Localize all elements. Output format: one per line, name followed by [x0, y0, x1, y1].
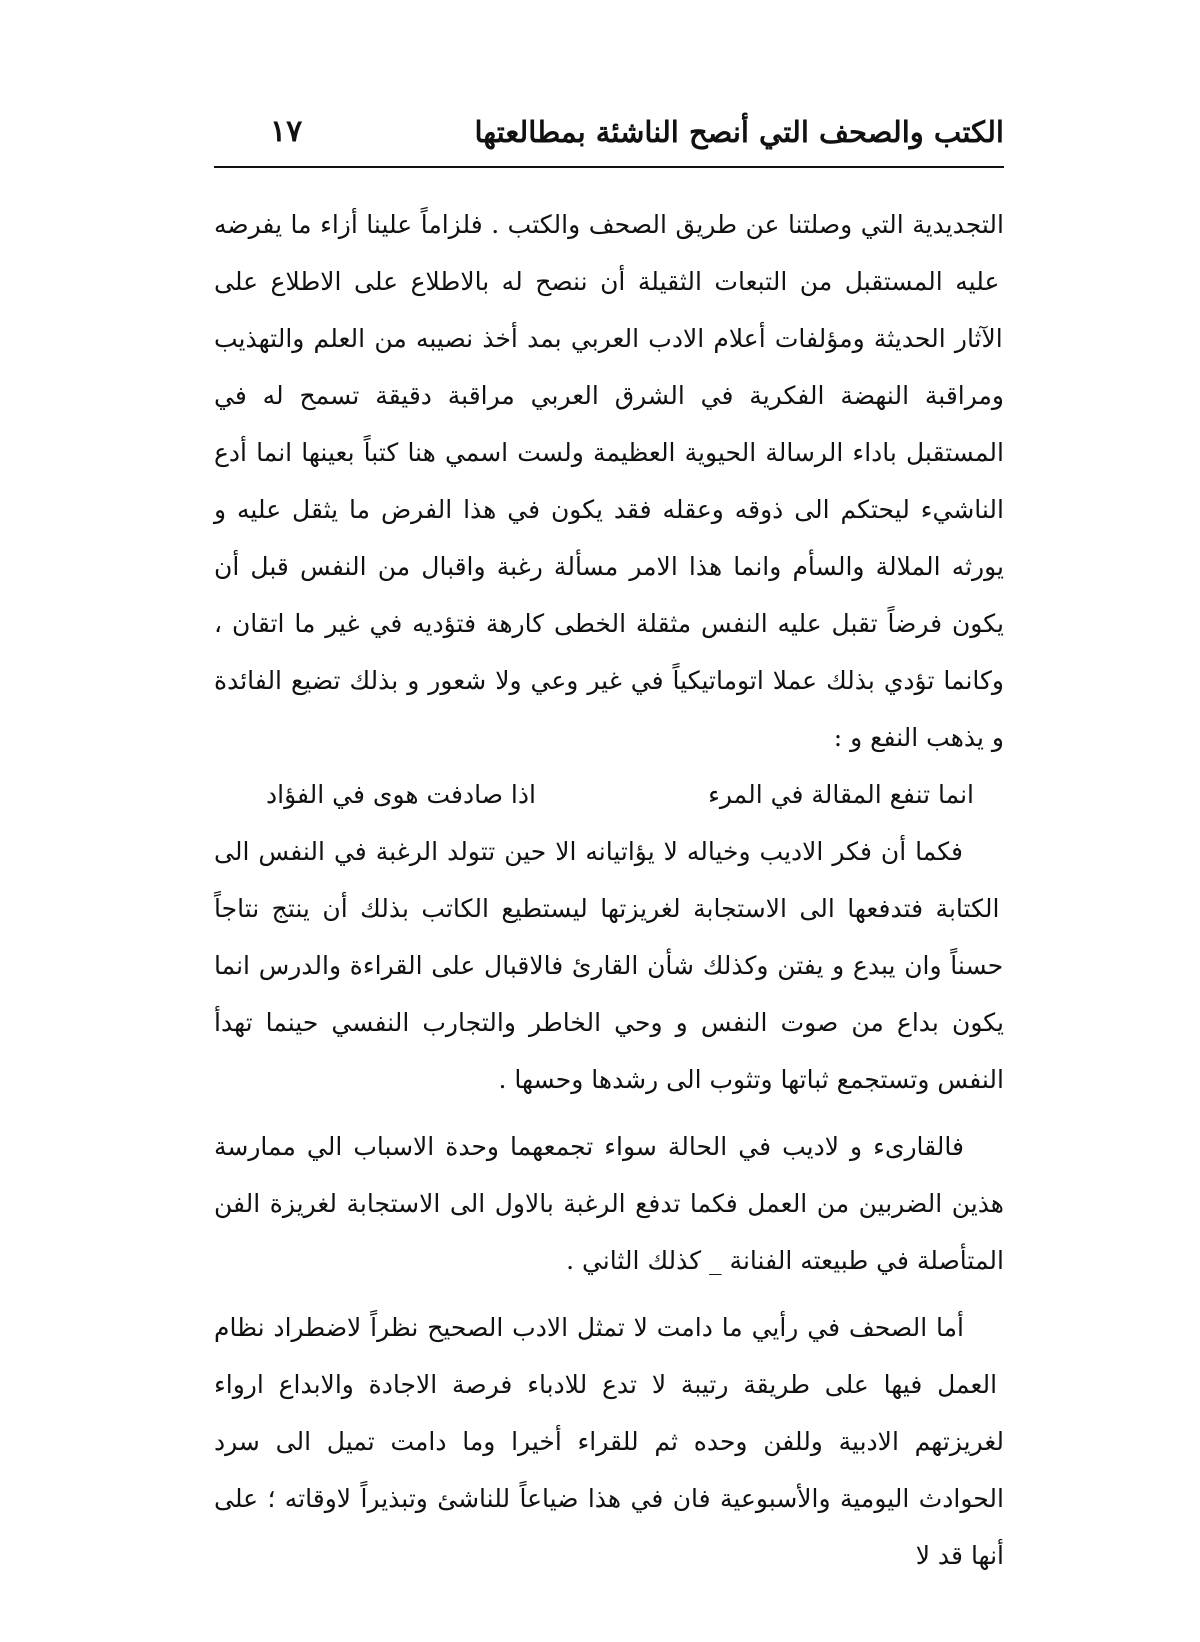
page-number: ١٧	[270, 114, 303, 149]
text-line: الكتابة فتدفعها الى الاستجابة لغريزتها ليستطيع الكاتب بذلك أن ينتج نتاجاً	[214, 894, 1000, 923]
running-header	[214, 108, 1004, 168]
verse-first-hemistich: انما تنفع المقالة في المرء	[708, 780, 974, 809]
text-line: لغريزتهم الادبية وللفن وحده ثم للقراء أخيرا وما دامت تميل الى سرد الحوادث	[214, 1427, 1004, 1513]
body-text	[214, 196, 1004, 1584]
text-line: ومراقبة النهضة الفكرية في الشرق العربي مراقبة دقيقة تسمح له في المستقبل باداء	[214, 381, 1004, 467]
text-line: يفرضه عليه المستقبل من التبعات الثقيلة أن ننصح له بالاطلاع على الاطلاع على	[214, 210, 1000, 296]
text-line: وتستجمع ثباتها وتثوب الى رشدها وحسها .	[498, 1065, 930, 1094]
text-line: هذا الامر مسألة رغبة واقبال من النفس قبل أن يكون فرضاً تقبل عليه النفس	[214, 552, 1004, 638]
running-title: الكتب والصحف التي أنصح الناشئة بمطالعتها	[474, 115, 1004, 149]
text-line: الى ذوقه وعقله فقد يكون في هذا الفرض ما يثقل عليه و يورثه الملالة والسأم وانما	[214, 495, 1004, 581]
text-line: أما الصحف في رأيي ما دامت لا تمثل الادب الصحيح نظراً لاضطراد	[264, 1313, 964, 1342]
text-line: الرسالة الحيوية العظيمة ولست اسمي هنا كتباً بعينها انما أدع الناشيء ليحتكم	[214, 438, 1004, 524]
text-line: اليومية والأسبوعية فان في هذا ضياعاً للناشئ وتبذيراً لاوقاته ؛ على أنها قد لا	[214, 1484, 1004, 1570]
text-line: التجديدية التي وصلتنا عن طريق الصحف والكتب . فلزاماً علينا أزاء ما	[282, 210, 1004, 239]
text-line: الضربين من العمل فكما تدفع الرغبة بالاول الى الاستجابة لغريزة الفن المتأصلة	[214, 1189, 1004, 1275]
text-line: الآثار الحديثة ومؤلفات أعلام الادب العربي بمد أخذ نصيبه من العلم والتهذيب	[214, 324, 1003, 353]
text-line: يكون بداع من صوت النفس و وحي الخاطر والتجارب النفسي حينما تهدأ النفس	[214, 1008, 1004, 1094]
text-line: فكما أن فكر الاديب وخياله لا يؤاتيانه الا حين تتولد الرغبة في النفس الى	[214, 837, 963, 866]
header-divider	[214, 166, 1004, 168]
paragraph	[214, 1299, 1004, 1584]
paragraph	[214, 823, 1004, 1108]
paragraph	[214, 196, 1004, 766]
paragraph	[214, 1118, 1004, 1289]
text-line: في طبيعته الفنانة _ كذلك الثاني .	[566, 1246, 909, 1275]
text-line: مثقلة الخطى كارهة فتؤديه في غير ما اتقان ، وكانما تؤدي بذلك عملا اتوماتيكياً	[214, 609, 1004, 695]
verse-second-hemistich: اذا صادفت هوى في الفؤاد	[266, 780, 536, 809]
text-line: حسناً وان يبدع و يفتن وكذلك شأن القارئ فالاقبال على القراءة والدرس انما	[214, 951, 1004, 980]
text-line: في غير وعي ولا شعور و بذلك تضيع الفائدة و يذهب النفع و :	[214, 666, 1004, 752]
poetry-verse	[214, 766, 1004, 823]
text-line: نظام العمل فيها على طريقة رتيبة لا تدع للادباء فرصة الاجادة والابداع ارواء	[214, 1313, 998, 1399]
text-line: فالقارىء و لاديب في الحالة سواء تجمعهما وحدة الاسباب الي ممارسة هذين	[214, 1132, 1004, 1218]
